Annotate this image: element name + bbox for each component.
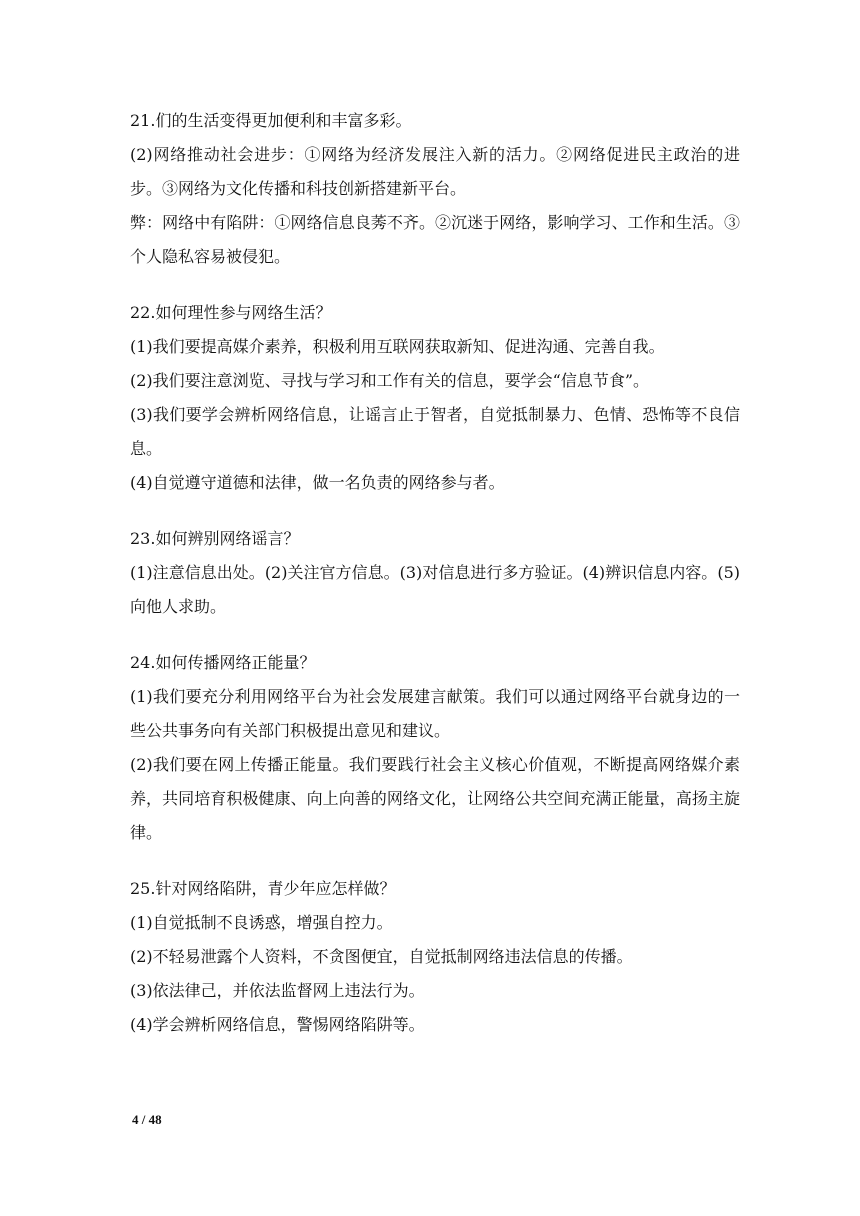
paragraph-line: (4)学会辨析网络信息，警惕网络陷阱等。: [130, 1015, 425, 1034]
paragraph-line: (4)自觉遵守道德和法律，做一名负责的网络参与者。: [130, 473, 505, 492]
section-25: [130, 872, 740, 1042]
section-heading: 23.如何辨别网络谣言？: [130, 529, 300, 548]
paragraph-line: 21.们的生活变得更加便利和丰富多彩。: [130, 111, 412, 130]
paragraph-line: (2)我们要在网上传播正能量。我们要践行社会主义核心价值观，不断提高网络媒介素养，共同培育积极健康、向上向善的网络文化，让网络公共空间充满正能量，高扬主旋律。: [130, 755, 740, 842]
paragraph-line: (1)自觉抵制不良诱惑，增强自控力。: [130, 913, 393, 932]
paragraph-line: 弊：网络中有陷阱：①网络信息良莠不齐。②沉迷于网络，影响学习、工作和生活。③个人隐私容易被侵犯。: [130, 213, 740, 266]
paragraph-line: (2)我们要注意浏览、寻找与学习和工作有关的信息，要学会“信息节食”。: [130, 371, 650, 390]
paragraph-line: (3)我们要学会辨析网络信息，让谣言止于智者，自觉抵制暴力、色情、恐怖等不良信息。: [130, 405, 740, 458]
paragraph-line: (2)网络推动社会进步：①网络为经济发展注入新的活力。②网络促进民主政治的进步。③网络为文化传播和科技创新搭建新平台。: [130, 145, 740, 198]
paragraph-line: (1)我们要充分利用网络平台为社会发展建言献策。我们可以通过网络平台就身边的一些公共事务向有关部门积极提出意见和建议。: [130, 687, 740, 740]
section-22: [130, 296, 740, 500]
paragraph-line: (1)我们要提高媒介素养，积极利用互联网获取新知、促进沟通、完善自我。: [130, 337, 665, 356]
document-body: [130, 104, 740, 1064]
section-23: [130, 522, 740, 624]
paragraph-line: (2)不轻易泄露个人资料，不贪图便宜，自觉抵制网络违法信息的传播。: [130, 947, 633, 966]
section-heading: 25.针对网络陷阱，青少年应怎样做？: [130, 879, 396, 898]
section-21: [130, 104, 740, 274]
section-heading: 24.如何传播网络正能量？: [130, 653, 316, 672]
section-24: [130, 646, 740, 850]
paragraph-line: (3)依法律己，并依法监督网上违法行为。: [130, 981, 425, 1000]
paragraph-line: (1)注意信息出处。(2)关注官方信息。(3)对信息进行多方验证。(4)辨识信息内容。(5)向他人求助。: [130, 563, 740, 616]
section-heading: 22.如何理性参与网络生活？: [130, 303, 332, 322]
page-number: 4 / 48: [132, 1112, 162, 1127]
